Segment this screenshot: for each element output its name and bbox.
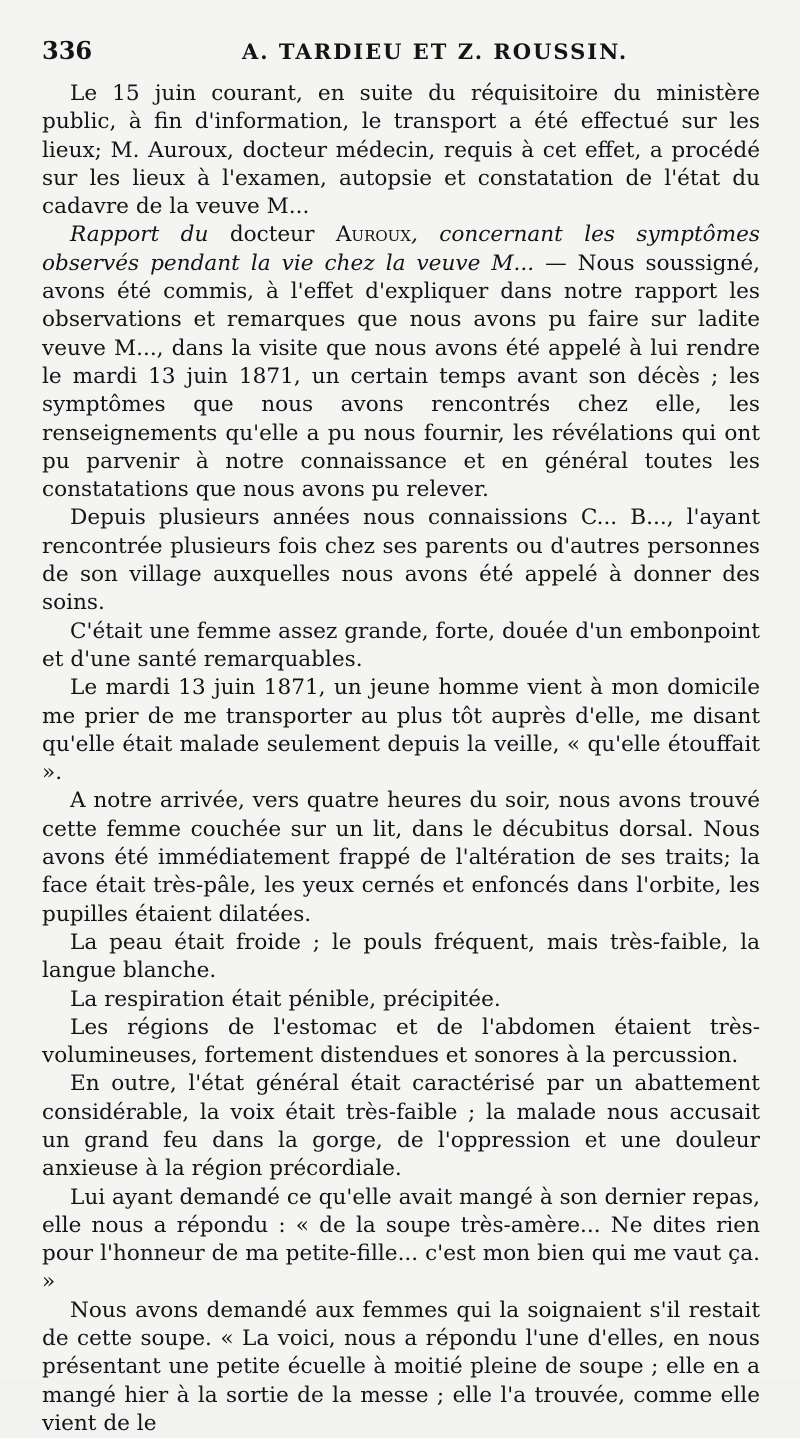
page-header	[42, 36, 760, 80]
paragraph: Le mardi 13 juin 1871, un jeune homme vient à mon domicile me prier de me transporter au plus tôt auprès d'elle, me disant qu'elle était malade seulement depuis la veille, « qu'elle étouffait ».	[42, 675, 760, 786]
paragraph: La peau était froide ; le pouls fréquent, mais très-faible, la langue blanche.	[42, 929, 760, 984]
report-text: — Nous soussigné, avons été commis, à l'effet d'expliquer dans notre rapport les observations et remarques que nous avons pu faire sur ladite veuve M..., dans la visite que nous avons été appelé à lui rendre le mardi 13 juin 1871, un certain temps avant son décès ; les symptômes que nous avons rencontrés chez elle, les renseignements qu'elle a pu nous fournir, les révélations qui ont pu parvenir à notre connaissance et en général toutes les constatations que nous avons pu relever.	[42, 250, 760, 503]
paragraph: Depuis plusieurs années nous connaissions C... B..., l'ayant rencontrée plusieurs fois chez ses parents ou d'autres personnes de son village auxquelles nous avons été appelé à donner des soins.	[42, 505, 760, 616]
report-author: Auroux	[335, 222, 411, 248]
body-text	[42, 80, 760, 1438]
paragraph	[42, 221, 760, 504]
running-head: A. TARDIEU ET Z. ROUSSIN.	[242, 39, 629, 64]
report-title-rest: , concernant les symptômes observés pendant la vie chez la veuve M...	[42, 222, 760, 276]
report-title-doctor: docteur	[229, 222, 315, 248]
paragraph: A notre arrivée, vers quatre heures du soir, nous avons trouvé cette femme couchée sur un lit, dans le décubitus dorsal. Nous avons été immédiatement frappé de l'altération de ses traits; la face était très-pâle, les yeux cernés et enfoncés dans l'orbite, les pupilles étaient dilatées.	[42, 788, 760, 927]
paragraph: Le 15 juin courant, en suite du réquisitoire du ministère public, à fin d'information, le transport a été effectué sur les lieux; M. Auroux, docteur médecin, requis à cet effet, a procédé sur les lieux à l'examen, autopsie et constatation de l'état du cadavre de la veuve M...	[42, 81, 760, 220]
paragraph: Lui ayant demandé ce qu'elle avait mangé à son dernier repas, elle nous a répondu : « de la soupe très-amère... Ne dites rien pour l'honneur de ma petite-fille... c'est mon bien qui me vaut ça. »	[42, 1184, 760, 1295]
paragraph: C'était une femme assez grande, forte, douée d'un embonpoint et d'une santé remarquables.	[42, 618, 760, 672]
paragraph: En outre, l'état général était caractérisé par un abattement considérable, la voix était très-faible ; la malade nous accusait un grand feu dans la gorge, de l'oppression et une douleur anxieuse à la région précordiale.	[42, 1071, 760, 1182]
paragraph: Nous avons demandé aux femmes qui la soignaient s'il restait de cette soupe. « La voici, nous a répondu l'une d'elles, en nous présentant une petite écuelle à moitié pleine de soupe ; elle en a mangé hier à la sortie de la messe ; elle l'a trouvée, comme elle vient de le	[42, 1297, 760, 1436]
paragraph: La respiration était pénible, précipitée.	[70, 986, 501, 1012]
page-number: 336	[42, 36, 93, 65]
report-title: Rapport du	[70, 222, 209, 248]
paragraph: Les régions de l'estomac et de l'abdomen étaient très-volumineuses, fortement distendues et sonores à la percussion.	[42, 1014, 760, 1069]
